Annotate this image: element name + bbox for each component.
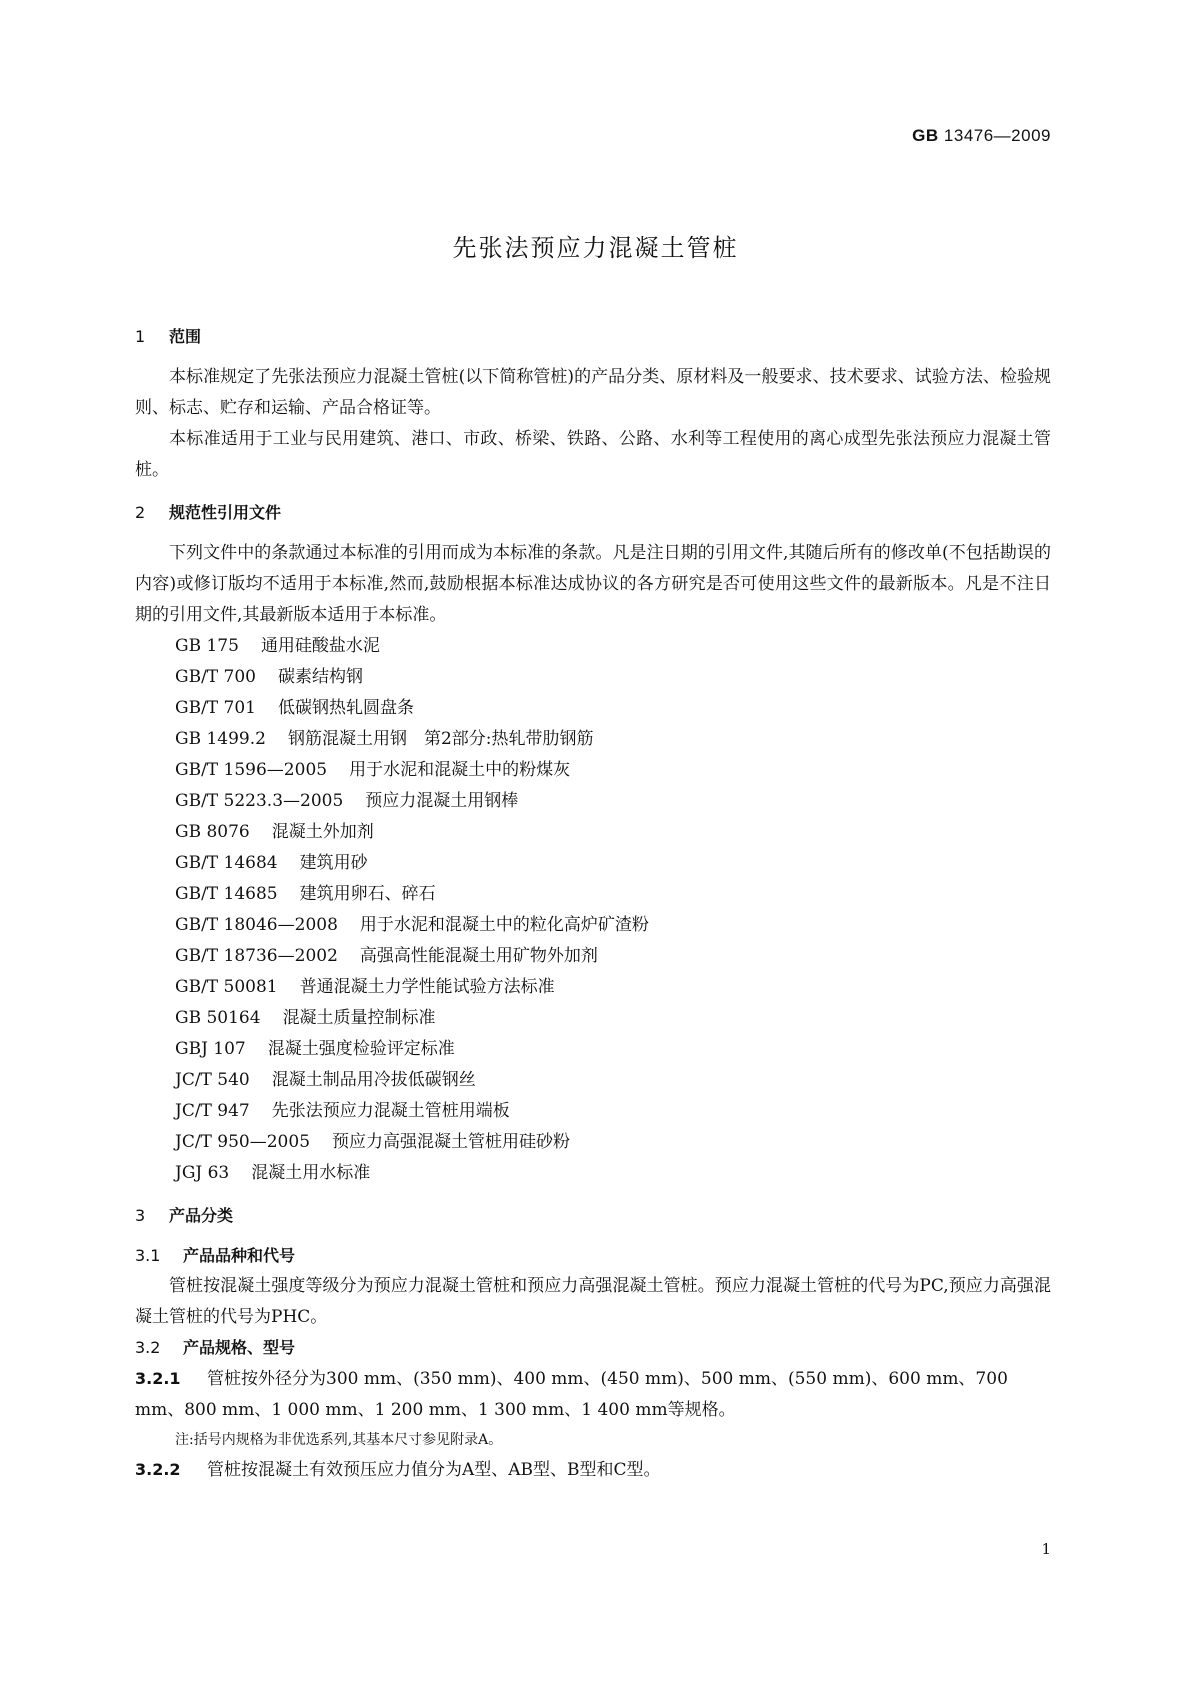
section-3-2-heading: [135, 1333, 1051, 1363]
section-1-heading: [135, 322, 1051, 352]
reference-item: [175, 1158, 1051, 1189]
clause-3-2-2: [135, 1454, 1051, 1486]
reference-name: 通用硅酸盐水泥: [260, 636, 380, 656]
paragraph: 本标准适用于工业与民用建筑、港口、市政、桥梁、铁路、公路、水利等工程使用的离心成型先张法预应力混凝土管桩。: [135, 429, 1051, 480]
paragraph: 管桩按混凝土强度等级分为预应力混凝土管桩和预应力高强混凝土管桩。预应力混凝土管桩的代号为PC,预应力高强混凝土管桩的代号为PHC。: [135, 1276, 1051, 1327]
reference-name: 钢筋混凝土用钢 第2部分:热轧带肋钢筋: [287, 729, 594, 749]
document-body: [135, 322, 1051, 1486]
document-title: 先张法预应力混凝土管桩: [452, 234, 739, 262]
reference-name: 用于水泥和混凝土中的粉煤灰: [349, 760, 571, 780]
reference-name: 高强高性能混凝土用矿物外加剂: [359, 946, 598, 966]
reference-item: [175, 941, 1051, 972]
reference-name: 用于水泥和混凝土中的粒化高炉矿渣粉: [359, 915, 649, 935]
reference-code: GB/T 5223.3—2005: [175, 791, 344, 811]
reference-name: 低碳钢热轧圆盘条: [278, 698, 414, 718]
reference-name: 混凝土强度检验评定标准: [267, 1039, 455, 1059]
reference-item: [175, 848, 1051, 879]
standard-prefix: GB: [912, 126, 939, 145]
reference-item: [175, 1096, 1051, 1127]
reference-code: JC/T 947: [175, 1101, 250, 1121]
reference-item: [175, 972, 1051, 1003]
standard-code: [912, 126, 1051, 146]
reference-code: GB/T 18736—2002: [175, 946, 338, 966]
reference-code: GB/T 700: [175, 667, 256, 687]
reference-code: GBJ 107: [175, 1039, 246, 1059]
reference-code: GB 175: [175, 636, 239, 656]
reference-code: GB/T 701: [175, 698, 256, 718]
reference-code: GB 1499.2: [175, 729, 266, 749]
clause-number: 3.2.2: [135, 1460, 181, 1479]
reference-item: [175, 1127, 1051, 1158]
reference-code: GB/T 14685: [175, 884, 278, 904]
section-title: 规范性引用文件: [169, 503, 282, 522]
reference-item: [175, 1003, 1051, 1034]
section-2-heading: [135, 498, 1051, 528]
reference-list: [135, 631, 1051, 1189]
reference-code: GB/T 18046—2008: [175, 915, 338, 935]
reference-code: GB/T 1596—2005: [175, 760, 328, 780]
subsection-number: 3.2: [135, 1338, 161, 1357]
reference-item: [175, 1065, 1051, 1096]
reference-item: [175, 755, 1051, 786]
section-3-1-heading: [135, 1241, 1051, 1271]
note: 注:括号内规格为非优选系列,其基本尺寸参见附录A。: [175, 1432, 503, 1448]
reference-item: [175, 910, 1051, 941]
reference-item: [175, 786, 1051, 817]
paragraph: 下列文件中的条款通过本标准的引用而成为本标准的条款。凡是注日期的引用文件,其随后所有的修改单(不包括勘误的内容)或修订版均不适用于本标准,然而,鼓励根据本标准达成协议的各方研究是否可使用这些文件的最新版本。凡是不注日期的引用文件,其最新版本适用于本标准。: [135, 543, 1051, 625]
reference-name: 先张法预应力混凝土管桩用端板: [271, 1101, 510, 1121]
reference-code: GB/T 14684: [175, 853, 278, 873]
standard-number: 13476—2009: [943, 126, 1051, 145]
reference-code: JC/T 950—2005: [175, 1132, 311, 1152]
reference-item: [175, 693, 1051, 724]
reference-code: JC/T 540: [175, 1070, 250, 1090]
reference-name: 混凝土制品用冷拔低碳钢丝: [271, 1070, 476, 1090]
reference-name: 混凝土外加剂: [271, 822, 374, 842]
reference-name: 预应力混凝土用钢棒: [365, 791, 519, 811]
reference-item: [175, 1034, 1051, 1065]
clause-number: 3.2.1: [135, 1369, 181, 1388]
reference-code: GB 50164: [175, 1008, 261, 1028]
section-3-heading: [135, 1201, 1051, 1231]
reference-item: [175, 879, 1051, 910]
reference-name: 建筑用卵石、碎石: [299, 884, 436, 904]
section-number: 3: [135, 1206, 146, 1225]
page-number: 1: [1041, 1540, 1051, 1558]
reference-name: 碳素结构钢: [278, 667, 363, 687]
reference-item: [175, 662, 1051, 693]
clause-text: 管桩按外径分为300 mm、(350 mm)、400 mm、(450 mm)、500 mm、(550 mm)、600 mm、700 mm、800 mm、1 000 mm、1 200 mm、1 300 mm、1 400 mm等规格。: [135, 1369, 1008, 1420]
paragraph: 本标准规定了先张法预应力混凝土管桩(以下简称管桩)的产品分类、原材料及一般要求、技术要求、试验方法、检验规则、标志、贮存和运输、产品合格证等。: [135, 367, 1051, 418]
clause-text: 管桩按混凝土有效预压应力值分为A型、AB型、B型和C型。: [207, 1460, 661, 1480]
reference-item: [175, 817, 1051, 848]
subsection-title: 产品品种和代号: [183, 1246, 296, 1265]
subsection-number: 3.1: [135, 1246, 161, 1265]
reference-item: [175, 724, 1051, 755]
reference-code: JGJ 63: [175, 1163, 230, 1183]
reference-name: 混凝土用水标准: [251, 1163, 371, 1183]
reference-code: GB/T 50081: [175, 977, 278, 997]
section-number: 2: [135, 503, 146, 522]
clause-3-2-1: [135, 1363, 1051, 1426]
subsection-title: 产品规格、型号: [183, 1338, 296, 1357]
reference-name: 混凝土质量控制标准: [282, 1008, 436, 1028]
reference-name: 预应力高强混凝土管桩用硅砂粉: [332, 1132, 571, 1152]
reference-code: GB 8076: [175, 822, 250, 842]
reference-item: [175, 631, 1051, 662]
section-title: 范围: [169, 327, 202, 346]
reference-name: 建筑用砂: [299, 853, 368, 873]
section-title: 产品分类: [169, 1206, 234, 1225]
section-number: 1: [135, 327, 146, 346]
reference-name: 普通混凝土力学性能试验方法标准: [299, 977, 555, 997]
